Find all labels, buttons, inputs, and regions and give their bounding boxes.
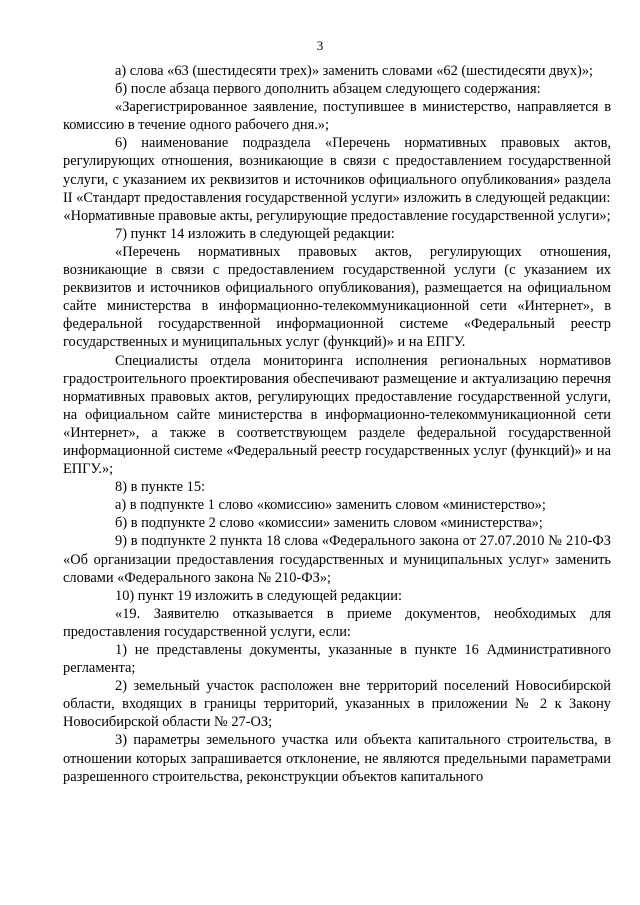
body-paragraph: б) после абзаца первого дополнить абзацем следующего содержания: xyxy=(115,81,541,98)
body-paragraph: 6) наименование подраздела «Перечень нормативных правовых актов, регулирующих отношения, возникающие в связи с предоставлением государственной услуги, с указанием их реквизитов и источников официального опубликования» раздела II «Стандарт предоставления государственной услуги» изложить в следующей редакции: xyxy=(63,135,611,206)
body-paragraph: «19. Заявителю отказывается в приеме документов, необходимых для предоставления государственной услуги, если: xyxy=(63,605,611,640)
body-paragraph: 1) не представлены документы, указанные в пункте 16 Административного регламента; xyxy=(63,642,611,677)
body-paragraph: а) в подпункте 1 слово «комиссию» заменить словом «министерство»; xyxy=(115,497,546,514)
body-paragraph: 10) пункт 19 изложить в следующей редакции: xyxy=(115,587,402,604)
document-body xyxy=(63,62,611,786)
centered-heading-paragraph: «Нормативные правовые акты, регулирующие предоставление государственной услуги»; xyxy=(63,207,611,224)
body-paragraph: 8) в пункте 15: xyxy=(115,479,206,496)
body-paragraph: 9) в подпункте 2 пункта 18 слова «Федерального закона от 27.07.2010 № 210-ФЗ «Об организации предоставления государственных и муниципальных услуг» заменить словами «Федерального закона № 210-ФЗ»; xyxy=(63,533,611,586)
page-number: 3 xyxy=(316,38,324,53)
body-paragraph: Специалисты отдела мониторинга исполнения региональных нормативов градостроительного проектирования обеспечивают размещение и актуализацию перечня нормативных правовых актов, регулирующих предоставление государственной услуги, на официальном сайте министерства в информационно-телекоммуникационной сети «Интернет», а также в соответствующем разделе федеральной государственной информационной системе «Федеральный реестр государственных услуг (функций)» и на ЕПГУ.»; xyxy=(63,352,611,478)
body-paragraph: «Зарегистрированное заявление, поступившее в министерство, направляется в комиссию в течение одного рабочего дня.»; xyxy=(63,99,611,134)
body-paragraph: 7) пункт 14 изложить в следующей редакции: xyxy=(115,225,395,242)
body-paragraph: «Перечень нормативных правовых актов, регулирующих отношения, возникающие в связи с предоставлением государственной услуги (с указанием их реквизитов и источников официального опубликования), размещается на официальном сайте министерства в информационно-телекоммуникационной сети «Интернет», в федеральной государственной информационной системе «Федеральный реестр государственных и муниципальных услуг (функций)» и на ЕПГУ. xyxy=(63,243,611,351)
body-paragraph: а) слова «63 (шестидесяти трех)» заменить словами «62 (шестидесяти двух)»; xyxy=(115,63,594,79)
body-paragraph: б) в подпункте 2 слово «комиссии» заменить словом «министерства»; xyxy=(115,515,543,532)
body-paragraph: 3) параметры земельного участка или объекта капитального строительства, в отношении которых запрашивается отклонение, не являются предельными параметрами разрешенного строительства, реконструкции объектов капитального xyxy=(63,732,611,785)
body-paragraph: 2) земельный участок расположен вне территорий поселений Новосибирской области, входящих в границы территорий, указанных в приложении № 2 к Закону Новосибирской области № 27-ОЗ; xyxy=(63,678,611,731)
